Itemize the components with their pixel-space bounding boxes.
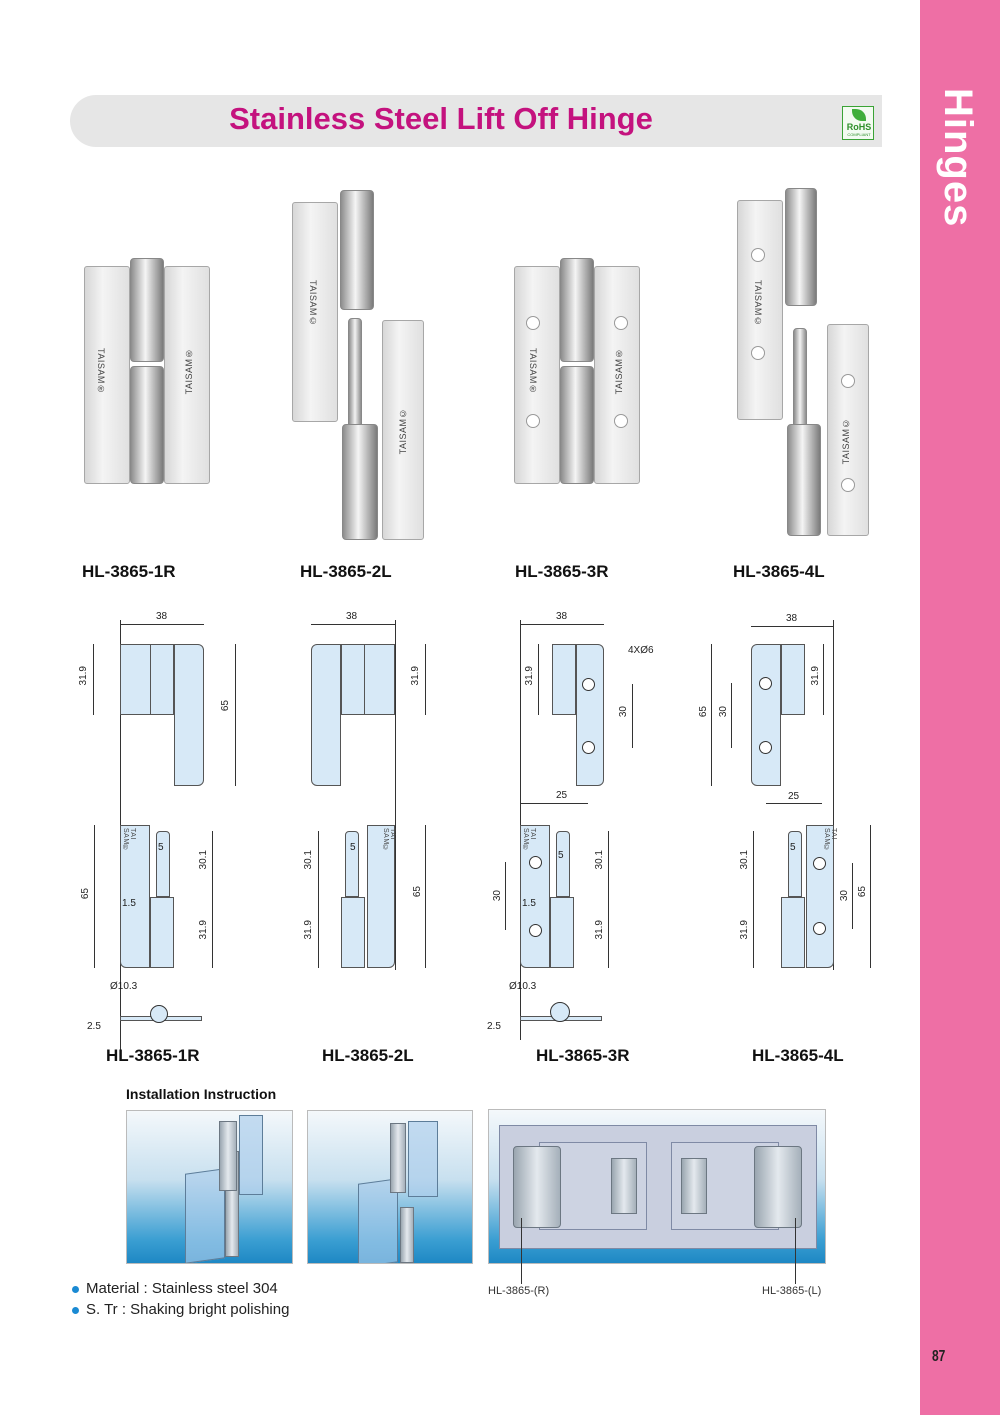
dim-pin-diameter: 5 <box>558 850 564 861</box>
dim-pin-length: 30.1 <box>303 850 314 870</box>
page-number: 87 <box>932 1348 946 1365</box>
screw-hole <box>841 478 855 492</box>
dim-width: 38 <box>556 611 568 622</box>
brand-mark: TAISAM© <box>841 418 851 465</box>
callout-line <box>795 1218 796 1284</box>
dim-barrel-length: 31.9 <box>303 920 314 940</box>
rohs-label: RoHS <box>846 122 872 132</box>
dim-pin-length: 30.1 <box>594 850 605 870</box>
hinge-pin <box>348 318 362 428</box>
dim-barrel-length: 31.9 <box>198 920 209 940</box>
installation-image-cabinet <box>488 1109 826 1264</box>
spec-surface-treatment: S. Tr : Shaking bright polishing <box>86 1301 290 1318</box>
hinge-barrel <box>785 188 817 306</box>
dim-barrel-length: 31.9 <box>594 920 605 940</box>
hinge-barrel <box>130 366 164 484</box>
brand-mark: TAI SAM© <box>823 828 837 853</box>
dim-barrel-length: 31.9 <box>739 920 750 940</box>
hinge-barrel <box>342 424 378 540</box>
brand-mark: TAISAM© <box>398 408 408 455</box>
dim-width: 38 <box>156 611 168 622</box>
brand-mark: TAISAM© <box>753 280 763 327</box>
brand-mark: TAISAM® <box>528 348 538 395</box>
dim-pin-diameter: 5 <box>790 842 796 853</box>
installation-title: Installation Instruction <box>126 1086 277 1102</box>
spec-list <box>72 1280 289 1322</box>
brand-mark: TAI SAM® <box>522 828 536 853</box>
hinge-barrel <box>130 258 164 362</box>
rohs-sublabel: COMPLIANT <box>847 132 871 137</box>
product-label: HL-3865-2L <box>300 562 392 581</box>
dim-hole-offset: 25 <box>556 790 568 801</box>
dim-pin-length: 30.1 <box>198 850 209 870</box>
dim-total-height: 65 <box>412 886 423 898</box>
dim-hole-pitch: 30 <box>492 890 503 902</box>
brand-mark: TAISAM® <box>96 348 106 395</box>
drawing-label: HL-3865-1R <box>106 1046 200 1065</box>
product-photo-4l <box>737 188 869 536</box>
dim-hole-offset: 25 <box>788 791 800 802</box>
product-photo-3r <box>514 258 646 484</box>
section-title <box>920 88 1000 248</box>
spec-item <box>72 1280 289 1297</box>
dim-leaf-height: 31.9 <box>410 666 421 686</box>
dim-leaf-height: 31.9 <box>810 666 821 686</box>
dim-pin-diameter: 5 <box>158 842 164 853</box>
dim-total-height: 65 <box>80 888 91 900</box>
product-photo-1r <box>84 258 216 484</box>
product-label: HL-3865-4L <box>733 562 825 581</box>
dim-barrel-diameter: Ø10.3 <box>110 981 138 992</box>
hinge-barrel <box>560 366 594 484</box>
leaf-icon <box>852 109 866 121</box>
title-bar <box>70 95 882 147</box>
dim-leaf-height: 31.9 <box>524 666 535 686</box>
spec-material: Material : Stainless steel 304 <box>86 1280 278 1297</box>
dim-total-height: 65 <box>857 886 868 898</box>
hinge-pin <box>793 328 807 428</box>
rohs-badge-icon <box>842 106 874 140</box>
drawing-label: HL-3865-3R <box>536 1046 630 1065</box>
callout-right-hinge: HL-3865-(R) <box>488 1285 550 1297</box>
brand-mark: TAISAM© <box>308 280 318 327</box>
section-title-text: Hinges <box>936 88 980 228</box>
dim-barrel-diameter: Ø10.3 <box>509 981 537 992</box>
screw-hole <box>751 346 765 360</box>
hinge-barrel <box>340 190 374 310</box>
product-label: HL-3865-1R <box>82 562 176 581</box>
screw-hole <box>526 316 540 330</box>
hinge-barrel <box>560 258 594 362</box>
spec-item <box>72 1301 289 1318</box>
installation-image-step2 <box>307 1110 473 1264</box>
dim-hole-pitch: 30 <box>718 706 729 718</box>
dim-leaf-height: 31.9 <box>78 666 89 686</box>
installation-image-step1 <box>126 1110 293 1264</box>
dim-collar: 1.5 <box>122 898 136 909</box>
page-title: Stainless Steel Lift Off Hinge <box>229 101 653 136</box>
dim-thickness: 2.5 <box>487 1021 501 1032</box>
bullet-icon <box>72 1307 79 1314</box>
brand-mark: TAISAM® <box>184 348 194 395</box>
brand-mark: TAI SAM© <box>382 828 396 853</box>
hinge-barrel <box>787 424 821 536</box>
dim-hole-spec: 4XØ6 <box>628 645 654 656</box>
dim-pin-length: 30.1 <box>739 850 750 870</box>
screw-hole <box>614 414 628 428</box>
dim-width: 38 <box>346 611 358 622</box>
brand-mark: TAI SAM® <box>122 828 136 853</box>
product-label: HL-3865-3R <box>515 562 609 581</box>
drawing-label: HL-3865-4L <box>752 1046 844 1065</box>
dim-width: 38 <box>786 613 798 624</box>
dim-hole-pitch: 30 <box>839 890 850 902</box>
screw-hole <box>751 248 765 262</box>
screw-hole <box>614 316 628 330</box>
screw-hole <box>526 414 540 428</box>
dim-total-height: 65 <box>220 700 231 712</box>
screw-hole <box>841 374 855 388</box>
dim-thickness: 2.5 <box>87 1021 101 1032</box>
hinge-leaf <box>84 266 130 484</box>
drawing-label: HL-3865-2L <box>322 1046 414 1065</box>
dim-total-height: 65 <box>698 706 709 718</box>
product-photo-2l <box>292 190 422 540</box>
dim-hole-pitch: 30 <box>618 706 629 718</box>
dim-pin-diameter: 5 <box>350 842 356 853</box>
brand-mark: TAISAM® <box>614 348 624 395</box>
callout-line <box>521 1218 522 1284</box>
callout-left-hinge: HL-3865-(L) <box>762 1285 822 1297</box>
dim-collar: 1.5 <box>522 898 536 909</box>
bullet-icon <box>72 1286 79 1293</box>
